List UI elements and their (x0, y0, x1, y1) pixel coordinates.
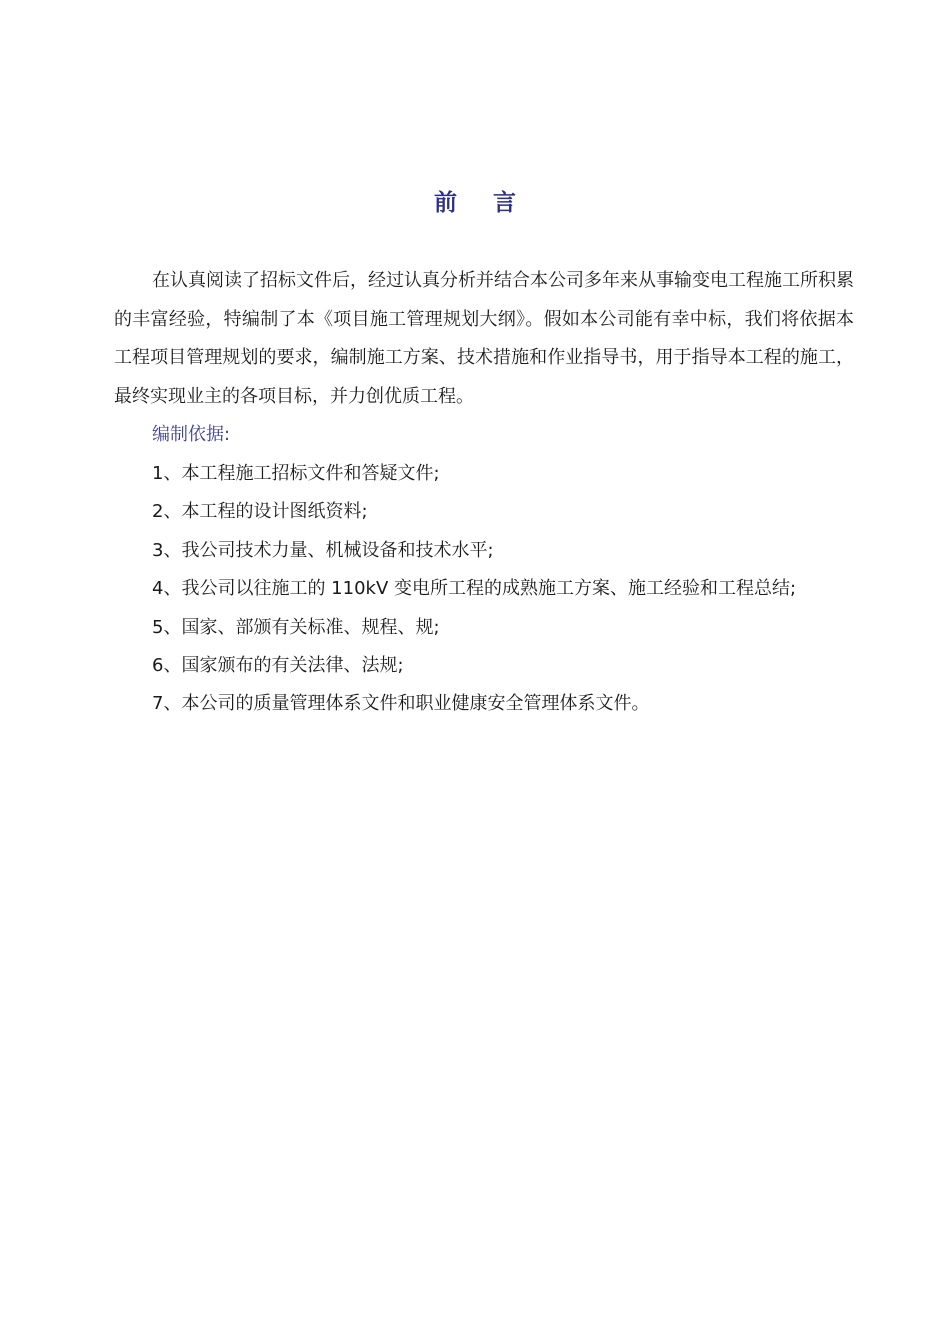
list-item: 2、本工程的设计图纸资料; (152, 501, 368, 523)
list-item: 5、国家、部颁有关标准、规程、规; (152, 616, 440, 638)
list-item: 7、本公司的质量管理体系文件和职业健康安全管理体系文件。 (152, 693, 650, 715)
list-item: 3、我公司技术力量、机械设备和技术水平; (152, 539, 494, 561)
page-title: 前 言 (433, 190, 530, 216)
intro-paragraph: 在认真阅读了招标文件后，经过认真分析并结合本公司多年来从事输变电工程施工所积累的丰富经验，特编制了本《项目施工管理规划大纲》。假如本公司能有幸中标，我们将依据本工程项目管理规划的要求，编制施工方案、技术措施和作业指导书，用于指导本工程的施工，最终实现业主的各项目标，并力创优质工程。 (114, 270, 854, 407)
list-item: 4、我公司以往施工的 110kV 变电所工程的成熟施工方案、施工经验和工程总结; (152, 578, 797, 600)
list-item: 1、本工程施工招标文件和答疑文件; (152, 463, 440, 484)
basis-list (152, 455, 852, 724)
list-item: 6、国家颁布的有关法律、法规; (152, 655, 404, 677)
basis-heading: 编制依据: (152, 424, 231, 445)
